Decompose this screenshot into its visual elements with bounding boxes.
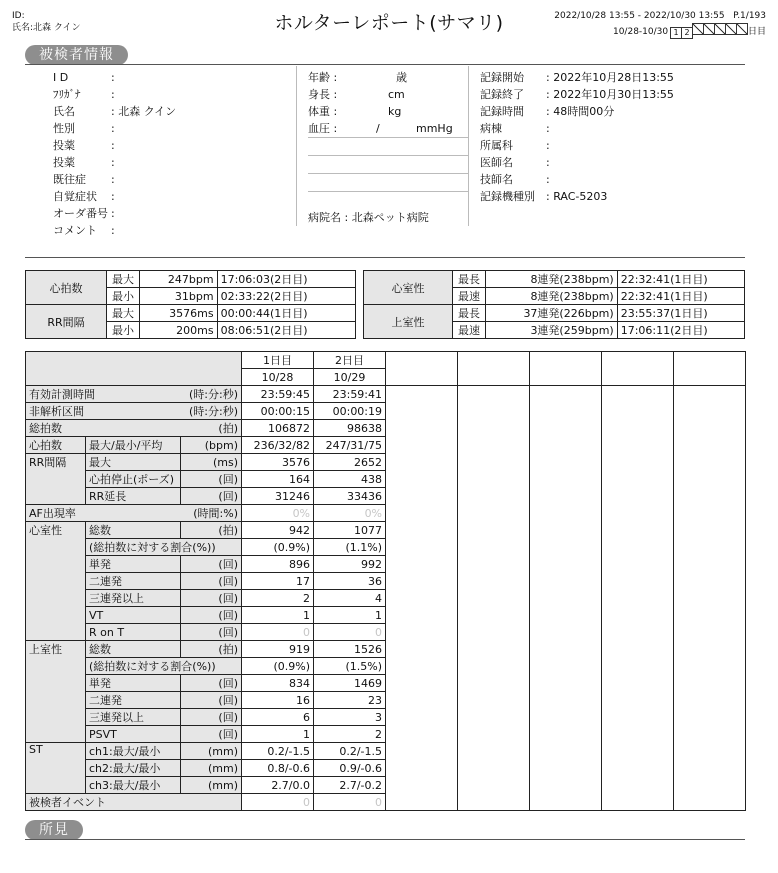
day2-value: 1526 [314, 641, 386, 658]
day2-value: (1.5%) [314, 658, 386, 675]
info-label: 記録機種別 [480, 190, 535, 203]
day-date: 10/29 [314, 369, 386, 386]
daily-summary-table [25, 351, 746, 811]
patient-col-3 [480, 69, 674, 205]
info-row: 投薬 : [53, 139, 115, 152]
row-unit: (ms) [181, 454, 242, 471]
summary-value: 31bpm [140, 288, 218, 305]
info-label: 記録終了 [480, 88, 524, 101]
header-id-label: ID: [12, 11, 25, 21]
day1-value: 896 [242, 556, 314, 573]
day-unit: 日目 [747, 27, 766, 37]
page-number: P.1/193 [733, 11, 766, 21]
day2-value: 0 [314, 794, 386, 811]
row-item: R on T [86, 624, 181, 641]
header-corner [26, 352, 242, 386]
info-label: 投薬 [53, 156, 75, 169]
info-label: 所属科 [480, 139, 513, 152]
weight-unit: kg [388, 105, 402, 118]
day1-value: 164 [242, 471, 314, 488]
info-label: I D [53, 71, 69, 84]
info-row: 投薬 : [53, 156, 115, 169]
info-label: コメント [53, 224, 97, 237]
day2-value: 1469 [314, 675, 386, 692]
day1-value: 2.7/0.0 [242, 777, 314, 794]
row-item: ch3:最大/最小 [86, 777, 181, 794]
row-unit: (時:分:秒) [189, 405, 239, 418]
info-label: オーダ番号 [53, 207, 108, 220]
info-row [308, 155, 468, 173]
row-item: PSVT [86, 726, 181, 743]
day2-value: 33436 [314, 488, 386, 505]
short-range: 10/28-10/30 [612, 27, 669, 37]
info-row: 病棟 : [480, 122, 550, 135]
section-findings: 所見 [25, 820, 83, 840]
info-row: I D : [53, 71, 115, 84]
summary-time: 22:32:41(1日目) [617, 288, 744, 305]
section-rule [25, 64, 745, 65]
table-header-row [26, 352, 746, 369]
summary-time: 23:55:37(1日目) [617, 305, 744, 322]
hr-label: 心拍数 [26, 271, 107, 305]
day1-value: 1 [242, 726, 314, 743]
row-unit: (時間:%) [193, 507, 239, 520]
day-box: 2 [681, 27, 693, 39]
row-item: 単発 [86, 675, 181, 692]
info-label: 性別 [53, 122, 75, 135]
row-label [26, 403, 242, 420]
hospital-label: 病院名 : [308, 211, 349, 224]
day2-value: 247/31/75 [314, 437, 386, 454]
bp-unit: mmHg [416, 122, 453, 135]
info-row: 記録終了 : 2022年10月30日13:55 [480, 88, 674, 101]
day1-value: 31246 [242, 488, 314, 505]
day-box [736, 23, 748, 35]
row-group: AF出現率 [29, 507, 76, 520]
info-label: ﾌﾘｶﾞﾅ [53, 88, 81, 101]
age-label: 年齢 : [308, 71, 338, 84]
section-rule [25, 839, 745, 840]
empty-day-cell [602, 386, 674, 811]
day1-value: 942 [242, 522, 314, 539]
day1-value: (0.9%) [242, 658, 314, 675]
info-row [308, 137, 468, 155]
info-row: 記録時間 : 48時間00分 [480, 105, 615, 118]
day2-value: 3 [314, 709, 386, 726]
row-group: ST [26, 743, 86, 794]
day1-value: 236/32/82 [242, 437, 314, 454]
info-row [308, 69, 463, 86]
row-item: 三連発以上 [86, 590, 181, 607]
record-range-header [554, 10, 766, 40]
row-unit: (回) [181, 556, 242, 573]
day2-value: 0% [314, 505, 386, 522]
row-unit: (mm) [181, 777, 242, 794]
info-row [308, 120, 463, 137]
rr-label: RR間隔 [26, 305, 107, 339]
row-group: RR間隔 [26, 454, 86, 505]
row-unit: (bpm) [181, 437, 242, 454]
height-unit: cm [388, 88, 405, 101]
age-unit: 歳 [396, 71, 407, 84]
summary-kind: 最速 [453, 322, 486, 339]
row-unit: (回) [181, 488, 242, 505]
info-row: ﾌﾘｶﾞﾅ : [53, 88, 115, 101]
day2-value: 2652 [314, 454, 386, 471]
empty-day-cell [458, 352, 530, 386]
info-row: 記録機種別 : RAC-5203 [480, 190, 608, 203]
day2-value: 2 [314, 726, 386, 743]
day2-value: 1077 [314, 522, 386, 539]
summary-arrhythmia-table [363, 270, 745, 339]
summary-kind: 最大 [107, 305, 140, 322]
day1-value: 2 [242, 590, 314, 607]
row-label [26, 505, 242, 522]
row-unit: (回) [181, 471, 242, 488]
empty-day-cell [458, 386, 530, 811]
info-row: コメント : [53, 224, 115, 237]
summary-kind: 最大 [107, 271, 140, 288]
info-label: 自覚症状 [53, 190, 97, 203]
summary-value: 3連発(259bpm) [486, 322, 618, 339]
patient-col-2 [308, 69, 463, 226]
day1-value: 0.8/-0.6 [242, 760, 314, 777]
hospital-name: 北森ペット病院 [351, 211, 429, 224]
info-row: 記録開始 : 2022年10月28日13:55 [480, 71, 674, 84]
row-group: 心拍数 [26, 437, 86, 454]
info-row: 氏名 : 北森 クイン [53, 105, 177, 118]
row-label [26, 386, 242, 403]
patient-col-1 [53, 69, 177, 239]
day-box: 1 [670, 27, 682, 39]
summary-kind: 最速 [453, 288, 486, 305]
row-unit: (回) [181, 607, 242, 624]
day2-value: 23:59:41 [314, 386, 386, 403]
summary-time: 02:33:22(2日目) [217, 288, 355, 305]
day2-value: 0.9/-0.6 [314, 760, 386, 777]
row-item: 心拍停止(ポーズ) [86, 471, 181, 488]
row-group: 心室性 [26, 522, 86, 641]
summary-kind: 最長 [453, 271, 486, 288]
info-row: 医師名 : [480, 156, 550, 169]
row-group: 被検者イベント [29, 796, 106, 809]
info-divider [468, 66, 469, 226]
row-label [26, 420, 242, 437]
info-row [308, 103, 463, 120]
info-label: 技師名 [480, 173, 513, 186]
info-row [308, 173, 468, 191]
info-label: 病棟 [480, 122, 502, 135]
empty-day-cell [602, 352, 674, 386]
day-label: 1日目 [242, 352, 314, 369]
info-value: 2022年10月28日13:55 [553, 71, 674, 84]
row-unit: (拍) [218, 422, 239, 435]
summary-kind: 最小 [107, 322, 140, 339]
day-date: 10/28 [242, 369, 314, 386]
info-value: 48時間00分 [553, 105, 615, 118]
day2-value: 00:00:19 [314, 403, 386, 420]
day2-value: 98638 [314, 420, 386, 437]
summary-time: 17:06:11(2日目) [617, 322, 744, 339]
row-item: (総拍数に対する割合(%)) [86, 539, 242, 556]
info-value: RAC-5203 [553, 190, 608, 203]
day1-value: 0 [242, 624, 314, 641]
info-label: 記録時間 [480, 105, 524, 118]
empty-day-cell [530, 386, 602, 811]
day1-value: 919 [242, 641, 314, 658]
day2-value: 0.2/-1.5 [314, 743, 386, 760]
info-value: 2022年10月30日13:55 [553, 88, 674, 101]
row-item: 最大 [86, 454, 181, 471]
row-unit: (拍) [181, 522, 242, 539]
summary-time: 08:06:51(2日目) [217, 322, 355, 339]
row-unit: (mm) [181, 743, 242, 760]
row-unit: (回) [181, 692, 242, 709]
row-item: 二連発 [86, 573, 181, 590]
empty-day-cell [386, 386, 458, 811]
day1-value: 0.2/-1.5 [242, 743, 314, 760]
bp-label: 血圧 : [308, 122, 338, 135]
info-label: 記録開始 [480, 71, 524, 84]
header-patient-name: 氏名:北森 クイン [12, 23, 81, 33]
row-item: 二連発 [86, 692, 181, 709]
info-label: 既往症 [53, 173, 86, 186]
info-row: 性別 : [53, 122, 115, 135]
row-item: VT [86, 607, 181, 624]
summary-time: 00:00:44(1日目) [217, 305, 355, 322]
row-item: 単発 [86, 556, 181, 573]
page-title: ホルターレポート(サマリ) [274, 12, 504, 34]
day2-value: 23 [314, 692, 386, 709]
day1-value: 834 [242, 675, 314, 692]
day2-value: 0 [314, 624, 386, 641]
row-label [26, 794, 242, 811]
day1-value: 106872 [242, 420, 314, 437]
row-item: RR延長 [86, 488, 181, 505]
row-item: (総拍数に対する割合(%)) [86, 658, 242, 675]
row-group: 有効計測時間 [29, 388, 95, 401]
row-item: ch2:最大/最小 [86, 760, 181, 777]
day2-value: 1 [314, 607, 386, 624]
day2-value: 2.7/-0.2 [314, 777, 386, 794]
info-row [308, 191, 468, 209]
empty-day-cell [386, 352, 458, 386]
section-rule [25, 257, 745, 258]
summary-value: 8連発(238bpm) [486, 288, 618, 305]
summary-kind: 最長 [453, 305, 486, 322]
day1-value: 16 [242, 692, 314, 709]
row-item: 三連発以上 [86, 709, 181, 726]
row-group: 総拍数 [29, 422, 62, 435]
row-unit: (回) [181, 590, 242, 607]
row-unit: (mm) [181, 760, 242, 777]
row-group: 上室性 [26, 641, 86, 743]
section-patient-info: 被検者情報 [25, 45, 128, 65]
row-item: ch1:最大/最小 [86, 743, 181, 760]
day1-value: 6 [242, 709, 314, 726]
summary-value: 3576ms [140, 305, 218, 322]
table-row [26, 386, 746, 403]
info-label: 氏名 [53, 105, 75, 118]
day1-value: 1 [242, 607, 314, 624]
row-unit: (回) [181, 726, 242, 743]
day2-value: 36 [314, 573, 386, 590]
day1-value: 0 [242, 794, 314, 811]
day-label: 2日目 [314, 352, 386, 369]
weight-label: 体重 : [308, 105, 338, 118]
summary-time: 22:32:41(1日目) [617, 271, 744, 288]
day1-value: 00:00:15 [242, 403, 314, 420]
summary-value: 247bpm [140, 271, 218, 288]
row-item: 最大/最小/平均 [86, 437, 181, 454]
info-row [308, 86, 463, 103]
row-unit: (回) [181, 709, 242, 726]
day2-value: 992 [314, 556, 386, 573]
day1-value: 0% [242, 505, 314, 522]
empty-day-cell [674, 352, 746, 386]
info-value: 北森 クイン [118, 105, 177, 118]
day1-value: 17 [242, 573, 314, 590]
info-label: 医師名 [480, 156, 513, 169]
bp-separator: / [376, 122, 380, 135]
summary-value: 8連発(238bpm) [486, 271, 618, 288]
day1-value: (0.9%) [242, 539, 314, 556]
record-range: 2022/10/28 13:55 - 2022/10/30 13:55 [554, 11, 725, 21]
info-label: 投薬 [53, 139, 75, 152]
day2-value: 4 [314, 590, 386, 607]
summary-time: 17:06:03(2日目) [217, 271, 355, 288]
day2-value: 438 [314, 471, 386, 488]
ventricular-label: 心室性 [364, 271, 453, 305]
info-row: 所属科 : [480, 139, 550, 152]
supraventricular-label: 上室性 [364, 305, 453, 339]
row-unit: (回) [181, 675, 242, 692]
info-row: 自覚症状 : [53, 190, 115, 203]
day1-value: 23:59:45 [242, 386, 314, 403]
info-row [308, 209, 463, 226]
row-unit: (拍) [181, 641, 242, 658]
summary-hr-rr-table [25, 270, 356, 339]
empty-day-cell [674, 386, 746, 811]
day-indicator [671, 23, 748, 40]
row-unit: (時:分:秒) [189, 388, 239, 401]
empty-day-cell [530, 352, 602, 386]
day1-value: 3576 [242, 454, 314, 471]
info-divider [296, 66, 297, 226]
info-row: 技師名 : [480, 173, 550, 186]
row-group: 非解析区間 [29, 405, 84, 418]
summary-value: 200ms [140, 322, 218, 339]
day2-value: (1.1%) [314, 539, 386, 556]
row-unit: (回) [181, 624, 242, 641]
height-label: 身長 : [308, 88, 338, 101]
summary-kind: 最小 [107, 288, 140, 305]
row-item: 総数 [86, 641, 181, 658]
info-row: オーダ番号 : [53, 207, 115, 220]
row-unit: (回) [181, 573, 242, 590]
info-row: 既往症 : [53, 173, 115, 186]
row-item: 総数 [86, 522, 181, 539]
summary-value: 37連発(226bpm) [486, 305, 618, 322]
